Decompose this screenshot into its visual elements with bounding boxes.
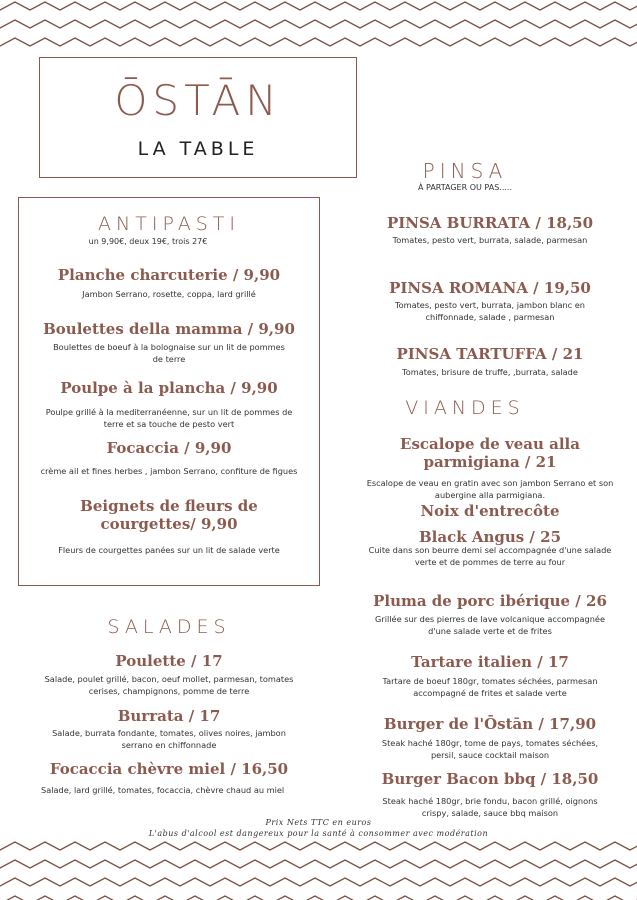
zigzag-pattern-top: [0, 0, 637, 50]
zigzag-pattern-bottom: [0, 838, 637, 900]
salade-item-title: Burrata / 17: [117, 707, 221, 725]
footer-alcohol-warning: L'abus d'alcool est dangereux pour la santé à consommer avec modération: [148, 829, 489, 838]
antipasti-item-desc: Poulpe grillé à la mediterranéenne, sur un lit de pommes de terre et sa touche de pesto vert: [45, 407, 293, 429]
zigzag-line: [0, 896, 637, 900]
viande-item-title: Noix d'entrecôte: [420, 502, 560, 520]
zigzag-line: [0, 842, 637, 850]
restaurant-subtitle: LA TABLE: [137, 138, 259, 160]
pinsa-subtitle: À PARTAGER OU PAS.....: [417, 183, 512, 192]
viande-item-desc: Cuite dans son beurre demi sel accompagnée d'une salade verte et de pommes de terre au four: [368, 545, 612, 567]
zigzag-line: [0, 860, 637, 868]
viande-item-title: Tartare italien / 17: [411, 653, 569, 671]
zigzag-line: [0, 878, 637, 886]
viande-item-title: Burger Bacon bbq / 18,50: [381, 770, 599, 788]
footer-price-note: Prix Nets TTC en euros: [265, 818, 372, 827]
viandes-title: VIANDES: [405, 397, 525, 419]
antipasti-item-desc: Jambon Serrano, rosette, coppa, lard grillé: [82, 289, 256, 299]
antipasti-item-desc: Fleurs de courgettes panées sur un lit de salade verte: [58, 545, 280, 555]
pinsa-item-title: PINSA ROMANA / 19,50: [389, 279, 591, 297]
pinsa-title: PINSA: [422, 159, 508, 183]
pinsa-item-desc: Tomates, brisure de truffe, ,burrata, salade: [402, 367, 578, 377]
salade-item-title: Focaccia chèvre miel / 16,50: [49, 760, 289, 778]
salades-title: SALADES: [107, 616, 231, 638]
viande-item-desc: Grillée sur des pierres de lave volcanique accompagnée d'une salade verte et de frites: [375, 614, 605, 636]
logo-box: [39, 57, 357, 178]
zigzag-line: [0, 38, 637, 46]
viande-item-title: Pluma de porc ibérique / 26: [373, 592, 607, 610]
antipasti-item-title: Poulpe à la plancha / 9,90: [60, 379, 278, 397]
zigzag-line: [0, 20, 637, 28]
pinsa-item-title: PINSA BURRATA / 18,50: [386, 214, 594, 232]
salade-item-desc: Salade, lard grillé, tomates, focaccia, chèvre chaud au miel: [41, 785, 285, 795]
viande-item-title-line2: Black Angus / 25: [418, 528, 562, 546]
antipasti-item-title: Boulettes della mamma / 9,90: [43, 320, 295, 338]
salade-item-desc: Salade, poulet grillé, bacon, oeuf mollet, parmesan, tomates cerises, champignons, pomme de terre: [44, 674, 294, 696]
salade-item-title: Poulette / 17: [115, 652, 223, 670]
salade-item-desc: Salade, burrata fondante, tomates, olives noires, jambon serrano en chiffonnade: [52, 728, 286, 750]
antipasti-item-title: Beignets de fleurs de courgettes/ 9,90: [80, 497, 258, 533]
antipasti-item-title: Focaccia / 9,90: [106, 439, 232, 457]
antipasti-item-desc: crème ail et fines herbes , jambon Serrano, confiture de figues: [40, 466, 298, 476]
antipasti-subtitle: un 9,90€, deux 19€, trois 27€: [88, 237, 208, 246]
viande-item-desc: Steak haché 180gr, tome de pays, tomates séchées, persil, sauce cocktail maison: [381, 738, 599, 760]
viande-item-title: Burger de l'Ōstān / 17,90: [383, 715, 597, 733]
viande-item-desc: Tartare de boeuf 180gr, tomates séchées, parmesan accompagné de frites et salade verte: [382, 676, 598, 698]
pinsa-item-desc: Tomates, pesto vert, burrata, salade, parmesan: [392, 235, 588, 245]
zigzag-line: [0, 2, 637, 10]
antipasti-item-title: Planche charcuterie / 9,90: [57, 266, 281, 284]
antipasti-title: ANTIPASTI: [98, 213, 240, 235]
viande-item-desc: Escalope de veau en gratin avec son jambon Serrano et son aubergine alla parmigiana.: [366, 478, 614, 500]
pinsa-item-desc: Tomates, pesto vert, burrata, jambon blanc en chiffonnade, salade , parmesan: [394, 300, 585, 322]
antipasti-item-desc: Boulettes de boeuf à la bolognaise sur un lit de pommes de terre: [53, 342, 285, 364]
pinsa-item-title: PINSA TARTUFFA / 21: [396, 345, 584, 363]
viande-item-desc: Steak haché 180gr, brie fondu, bacon grillé, oignons crispy, salade, sauce bbq maison: [382, 796, 598, 818]
restaurant-name: ŌSTĀN: [114, 76, 282, 125]
viande-item-title: Escalope de veau alla parmigiana / 21: [400, 435, 580, 471]
